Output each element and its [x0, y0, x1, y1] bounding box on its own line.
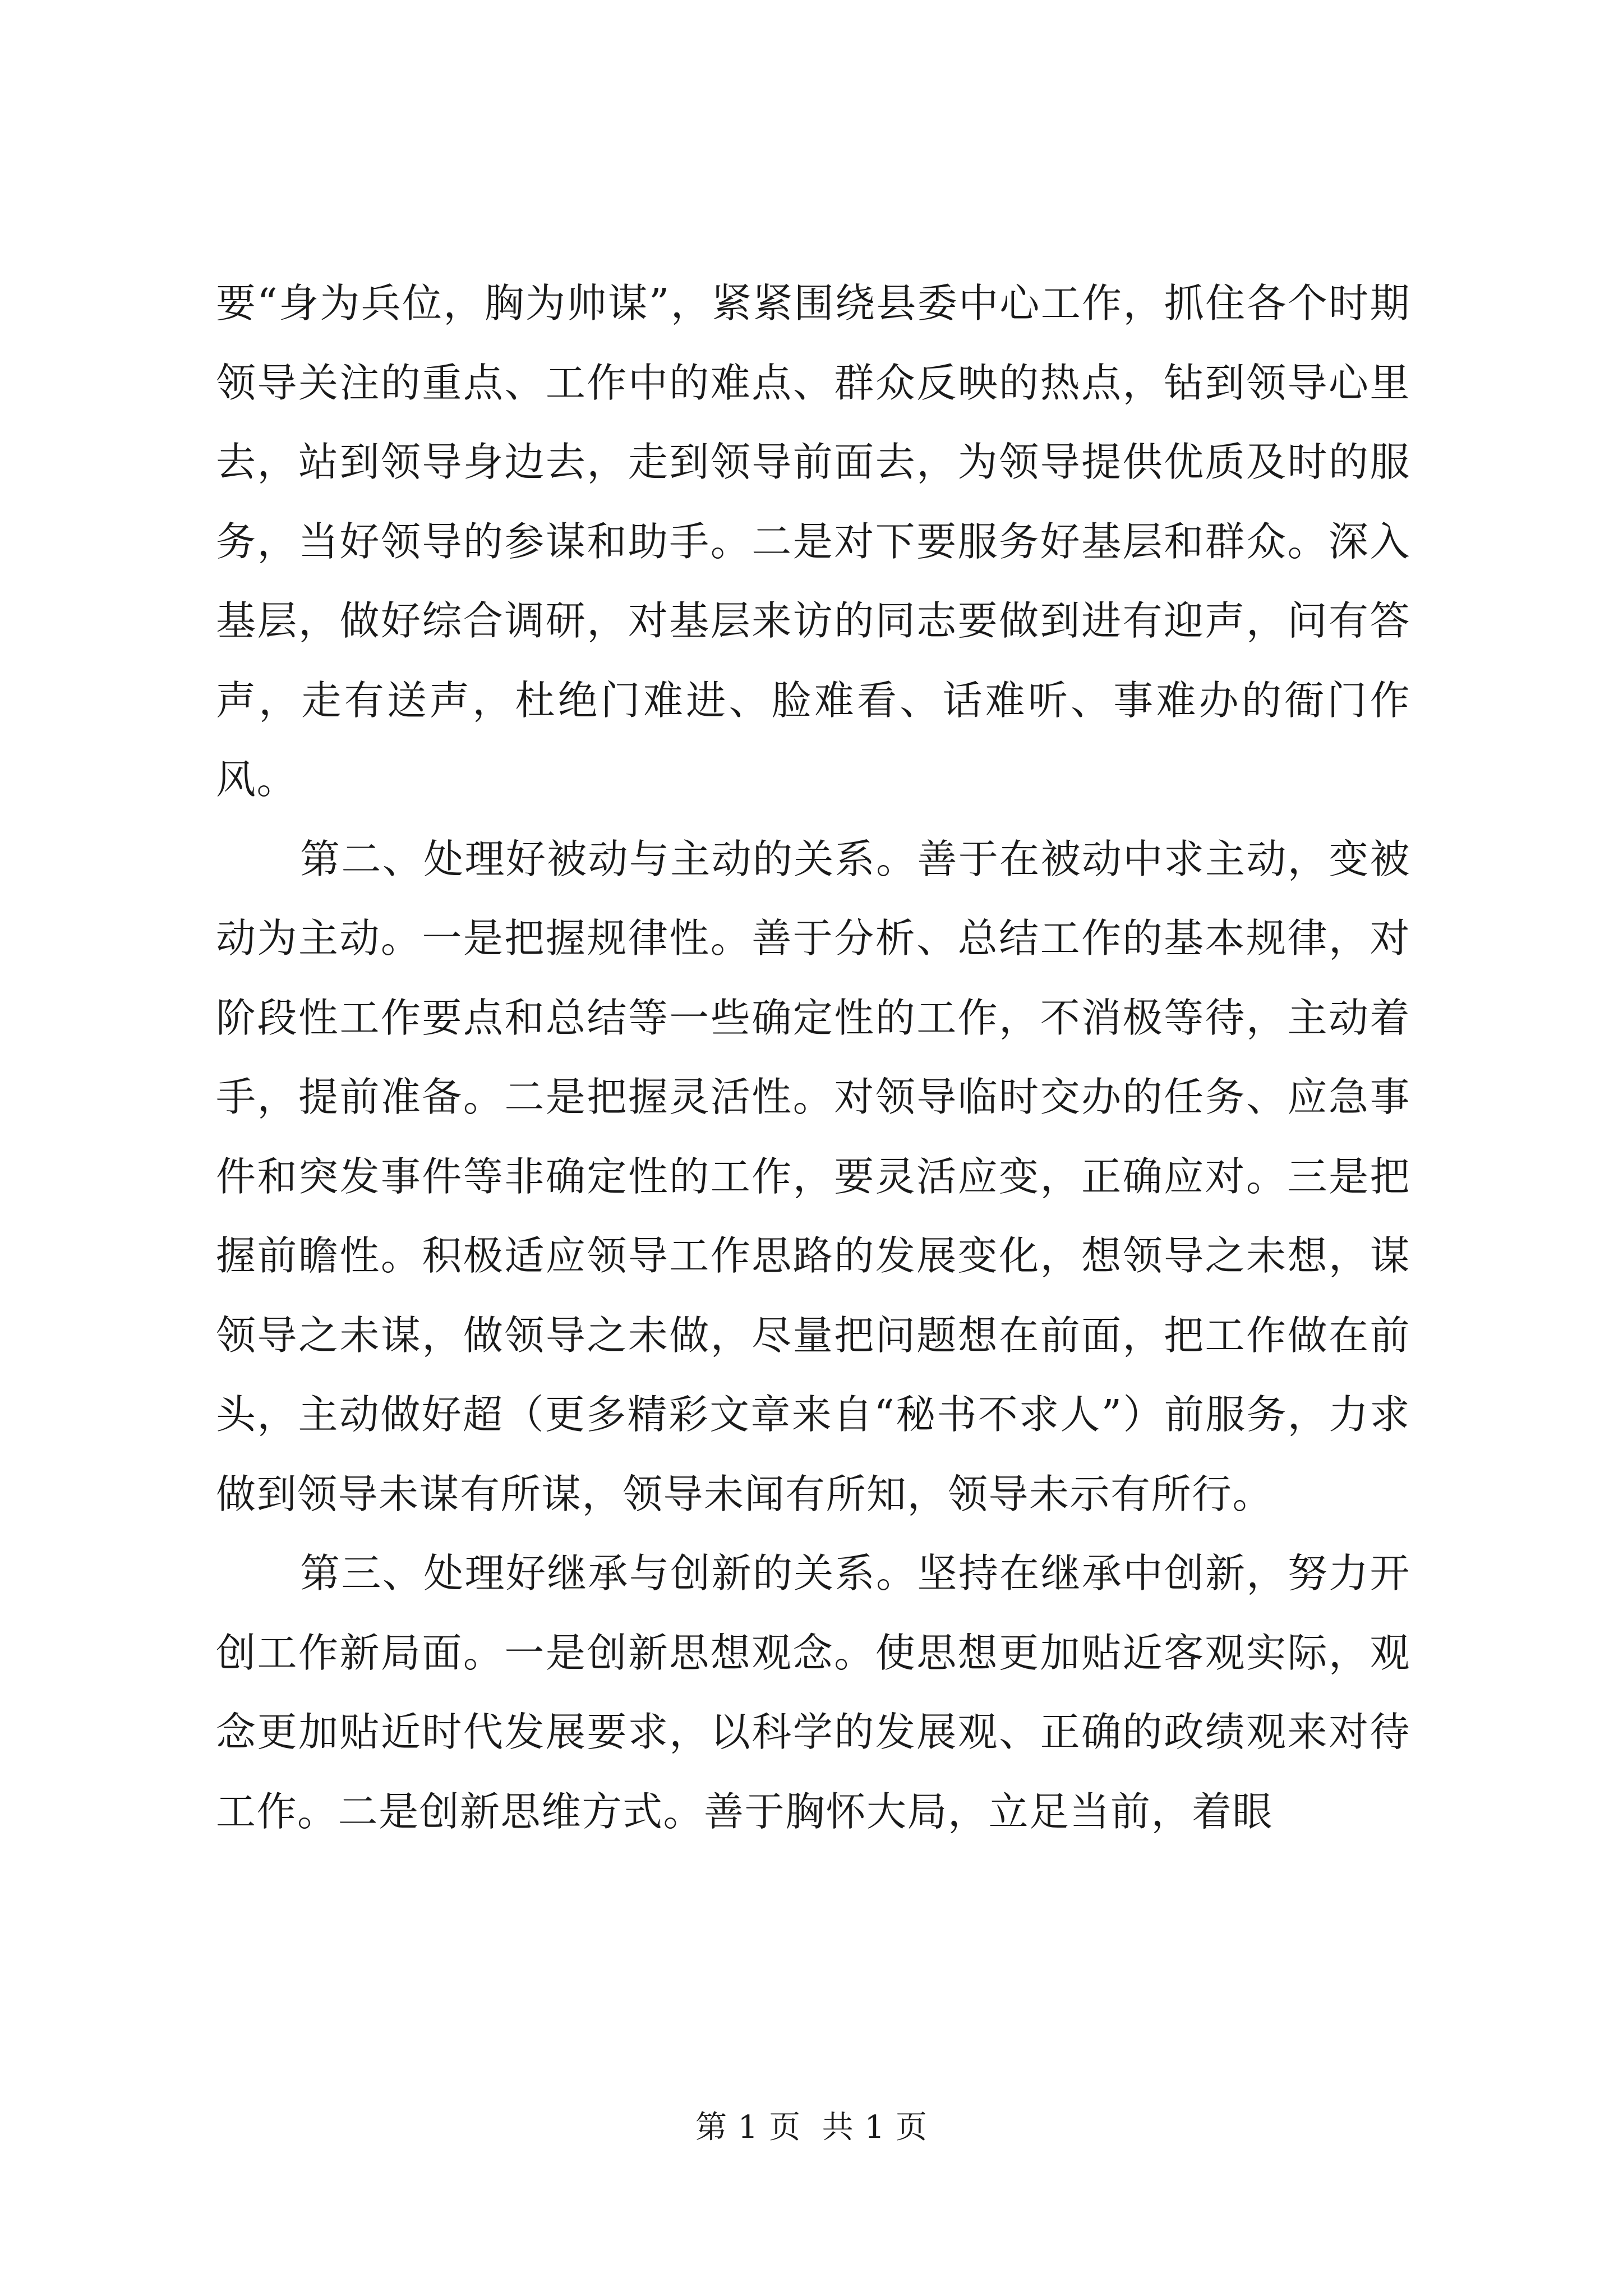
page-number-label: 第 1 页 共 1 页 [695, 2109, 928, 2146]
paragraph-3: 第三、处理好继承与创新的关系。坚持在继承中创新，努力开创工作新局面。一是创新思想观念。使思想更加贴近客观实际，观念更加贴近时代发展要求，以科学的发展观、正确的政绩观来对待工作。二是创新思维方式。善于胸怀大局，立足当前，着眼 [216, 1550, 1410, 1835]
paragraph-2: 第二、处理好被动与主动的关系。善于在被动中求主动，变被动为主动。一是把握规律性。善于分析、总结工作的基本规律，对阶段性工作要点和总结等一些确定性的工作，不消极等待，主动着手，提前准备。二是把握灵活性。对领导临时交办的任务、应急事件和突发事件等非确定性的工作，要灵活应变，正确应对。三是把握前瞻性。积极适应领导工作思路的发展变化，想领导之未想，谋领导之未谋，做领导之未做，尽量把问题想在前面，把工作做在前头，主动做好超（更多精彩文章来自“秘书不求人”）前服务，力求做到领导未谋有所谋，领导未闻有所知，领导未示有所行。 [216, 835, 1410, 1517]
paragraph-1: 要“身为兵位，胸为帅谋”，紧紧围绕县委中心工作，抓住各个时期领导关注的重点、工作中的难点、群众反映的热点，钻到领导心里去，站到领导身边去，走到领导前面去，为领导提供优质及时的服务，当好领导的参谋和助手。二是对下要服务好基层和群众。深入基层，做好综合调研，对基层来访的同志要做到进有迎声，问有答声，走有送声，杜绝门难进、脸难看、话难听、事难办的衙门作风。 [216, 280, 1410, 803]
page-footer [0, 2108, 1623, 2147]
document-body [216, 264, 1410, 1851]
